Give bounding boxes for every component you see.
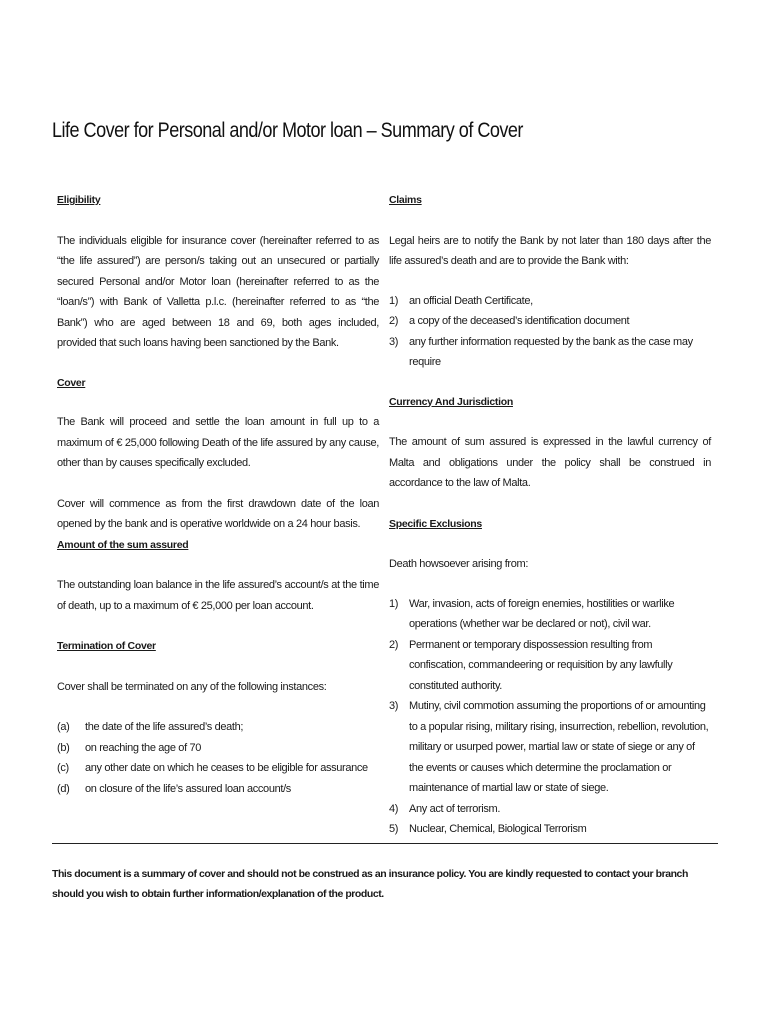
amount-text: The outstanding loan balance in the life assured’s account/s at the time of death, up to a maximum of € 25,000 per loan account.	[57, 579, 379, 612]
list-item-number: 1)	[389, 294, 399, 307]
right-column	[389, 190, 711, 840]
list-item-number: 2)	[389, 638, 399, 651]
currency-text: The amount of sum assured is expressed in the lawful currency of Malta and obligations under the policy shall be construed in accordance to the law of Malta.	[389, 436, 711, 489]
termination-heading: Termination of Cover	[57, 640, 156, 652]
list-item-number: (a)	[57, 721, 70, 733]
divider	[52, 843, 718, 844]
list-item-text: the date of the life assured’s death;	[85, 721, 244, 733]
list-item-text: on reaching the age of 70	[85, 741, 202, 754]
cover-heading: Cover	[57, 376, 86, 389]
list-item-text: any other date on which he ceases to be eligible for assurance	[85, 762, 368, 774]
claims-heading: Claims	[389, 194, 422, 206]
list-item-text: Nuclear, Chemical, Biological Terrorism	[409, 823, 587, 835]
termination-intro: Cover shall be terminated on any of the following instances:	[57, 680, 327, 693]
eligibility-text: The individuals eligible for insurance cover (hereinafter referred to as “the life assured”) are person/s taking out an unsecured or partially secured Personal and/or Motor loan (hereinafter referred to as the “loan/s”) with Bank of Valletta p.l.c. (hereinafter referred to as “the Bank”) who are aged between 18 and 69, both ages included, provided that such loans having been sanctioned by the Bank.	[57, 234, 379, 349]
list-item-text: any further information requested by the bank as the case may require	[409, 335, 693, 368]
list-item-number: 4)	[389, 802, 399, 815]
list-item-number: (c)	[57, 762, 69, 774]
exclusions-heading: Specific Exclusions	[389, 517, 482, 530]
list-item	[389, 291, 711, 312]
exclusions-list	[389, 594, 711, 840]
list-item-text: an official Death Certificate,	[409, 294, 533, 307]
footer-disclaimer: This document is a summary of cover and should not be construed as an insurance policy. You are kindly requested to contact your branch should you wish to obtain further information/explanation of the product.	[52, 868, 688, 900]
list-item-text: a copy of the deceased’s identification document	[409, 315, 630, 327]
page-title: Life Cover for Personal and/or Motor loan – Summary of Cover	[52, 119, 523, 142]
list-item	[57, 758, 379, 779]
cover-text-2: Cover will commence as from the first drawdown date of the loan opened by the bank and is operative worldwide on a 24 hour basis.	[57, 497, 379, 530]
list-item-number: 1)	[389, 597, 399, 610]
list-item-number: 2)	[389, 315, 399, 327]
list-item-text: Any act of terrorism.	[409, 802, 501, 815]
list-item-text: Permanent or temporary dispossession resulting from confiscation, commandeering or requisition by any lawfully constituted authority.	[409, 638, 673, 692]
list-item	[389, 819, 711, 840]
cover-text-1: The Bank will proceed and settle the loan amount in full up to a maximum of € 25,000 following Death of the life assured by any cause, other than by causes specifically excluded.	[57, 416, 379, 469]
list-item	[389, 799, 711, 820]
list-item	[389, 332, 711, 373]
list-item-number: 5)	[389, 823, 399, 835]
list-item	[57, 779, 379, 800]
list-item-text: War, invasion, acts of foreign enemies, hostilities or warlike operations (whether war be declared or not), civil war.	[409, 597, 675, 630]
exclusions-intro: Death howsoever arising from:	[389, 558, 529, 570]
eligibility-heading: Eligibility	[57, 194, 101, 206]
list-item-text: Mutiny, civil commotion assuming the proportions of or amounting to a popular rising, military rising, insurrection, rebellion, revolution, military or usurped power, martial law or state of siege or any of the events or causes which determine the proclamation or maintenance of martial law or state of siege.	[409, 700, 709, 794]
list-item	[57, 717, 379, 738]
list-item-number: (b)	[57, 741, 70, 754]
claims-list	[389, 291, 711, 373]
list-item-number: 3)	[389, 700, 399, 712]
termination-list	[57, 717, 379, 799]
claims-text: Legal heirs are to notify the Bank by not later than 180 days after the life assured’s death and are to provide the Bank with:	[389, 234, 711, 267]
list-item-number: (d)	[57, 782, 70, 795]
list-item-text: on closure of the life’s assured loan account/s	[85, 782, 291, 795]
list-item	[389, 635, 711, 697]
list-item-number: 3)	[389, 335, 399, 348]
left-column	[57, 190, 379, 799]
list-item	[57, 738, 379, 759]
currency-heading: Currency And Jurisdiction	[389, 395, 513, 408]
list-item	[389, 696, 711, 799]
amount-heading: Amount of the sum assured	[57, 538, 189, 551]
list-item	[389, 594, 711, 635]
list-item	[389, 311, 711, 332]
